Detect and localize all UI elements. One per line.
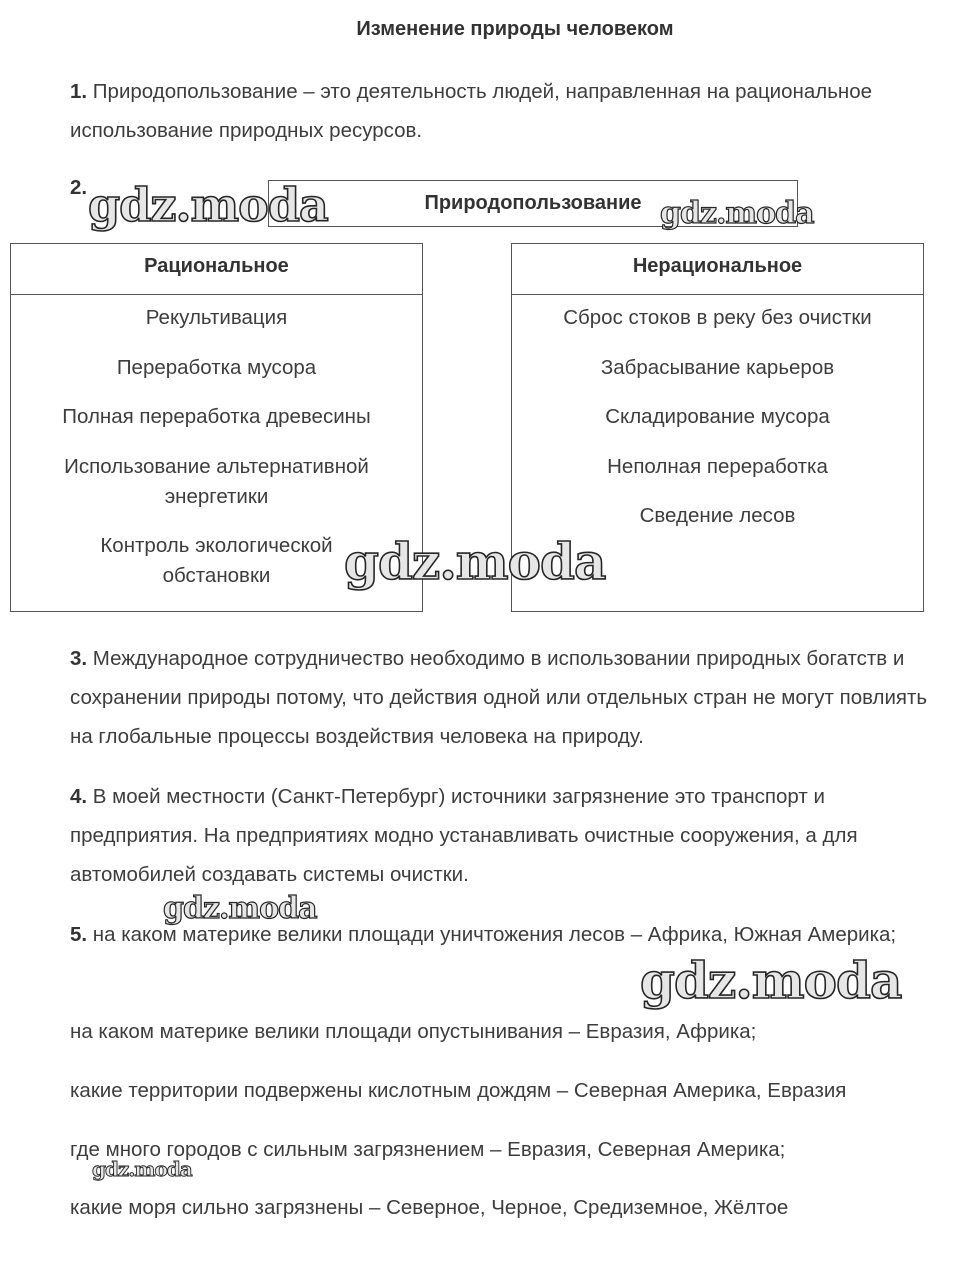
irrational-item: Забрасывание карьеров <box>600 355 835 379</box>
irrational-item: Неполная переработка <box>607 454 828 478</box>
rational-column-title: Рациональное <box>11 244 422 295</box>
irrational-item: Сведение лесов <box>639 504 796 527</box>
answer-5-number: 5. <box>70 923 88 946</box>
diagram-header: Природопользование <box>268 180 798 227</box>
answer-2-number: 2. <box>70 176 88 199</box>
irrational-column-title: Нерациональное <box>512 244 923 295</box>
answer-3-text: Международное сотрудничество необходимо в использовании природных богатств и сохранении природы потому, что действия одной или отдельных стран не могут повлиять на глобальные процессы воздействия человека на природу. <box>70 647 928 748</box>
rational-item: Переработка мусора <box>116 355 317 379</box>
watermark-logo: gdz.moda <box>640 951 902 1010</box>
page-title: Изменение природы человеком <box>356 18 674 40</box>
rational-item: Использование альтернативной энергетики <box>64 454 369 508</box>
answer-5-line: на каком материке велики площади опустынивания – Евразия, Африка; <box>70 1020 757 1043</box>
watermark-logo: gdz.moda <box>88 178 328 232</box>
answer-1 <box>70 72 955 150</box>
answer-3-number: 3. <box>70 647 88 670</box>
rational-item: Контроль экологической обстановки <box>100 534 333 587</box>
answer-1-text: Природопользование – это деятельность людей, направленная на рациональное использование природных ресурсов. <box>70 80 873 142</box>
watermark-logo: gdz.moda <box>344 532 606 591</box>
answer-4-number: 4. <box>70 785 88 808</box>
answer-4-text: В моей местности (Санкт-Петербург) источники загрязнение это транспорт и предприятия. На предприятиях модно устанавливать очистные сооружения, а для автомобилей создавать системы очистки. <box>70 785 858 886</box>
irrational-list <box>512 295 923 531</box>
answer-3 <box>70 639 955 756</box>
answer-5-line: где много городов с сильным загрязнением – Евразия, Северная Америка; <box>70 1138 786 1161</box>
answer-5-first-line: на каком материке велики площади уничтожения лесов – Африка, Южная Америка; <box>87 923 897 946</box>
answer-5-line: какие моря сильно загрязнены – Северное, Черное, Средиземное, Жёлтое <box>70 1196 789 1219</box>
answer-5-line: какие территории подвержены кислотным дождям – Северная Америка, Евразия <box>70 1079 847 1102</box>
irrational-item: Сброс стоков в реку без очистки <box>563 306 872 329</box>
rational-item: Полная переработка древесины <box>62 405 371 428</box>
watermark-logo: gdz.moda <box>660 196 814 231</box>
answer-1-number: 1. <box>70 80 88 103</box>
rational-item: Рекультивация <box>145 306 288 329</box>
watermark-logo: gdz.moda <box>92 1157 192 1181</box>
answer-4 <box>70 777 955 894</box>
irrational-item: Складирование мусора <box>605 405 830 428</box>
watermark-logo: gdz.moda <box>163 891 317 926</box>
